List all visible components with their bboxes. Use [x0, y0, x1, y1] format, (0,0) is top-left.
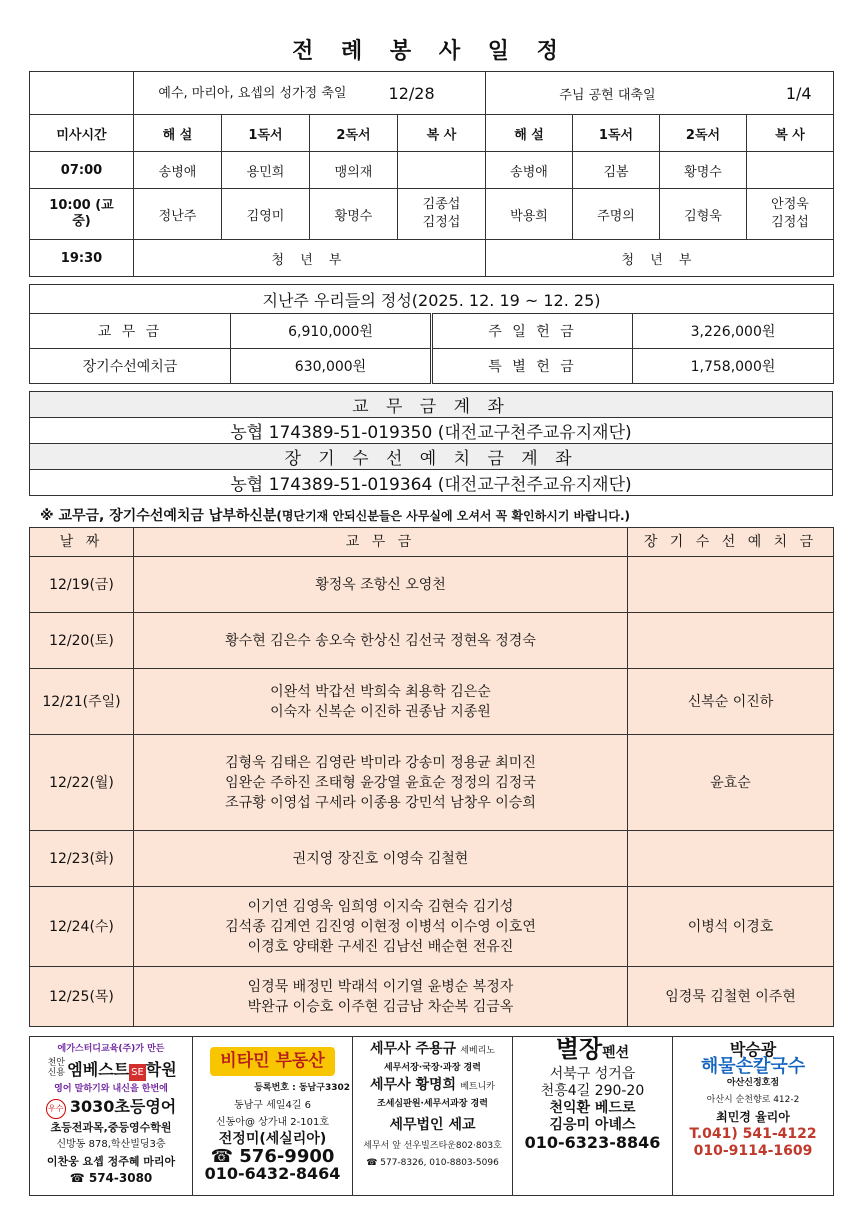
payment-date: 12/23(화)	[30, 831, 134, 887]
payment-names	[134, 831, 628, 887]
name-line: 김형욱 김태은 김영란 박미라 강송미 정용균 최미진	[225, 754, 536, 771]
ad4-address1: 서북구 성거읍	[549, 1066, 636, 1082]
ad3-firm: 세무법인 세교	[389, 1117, 476, 1133]
payment-repair	[628, 557, 834, 613]
offering-title: 지난주 우리들의 정성(2025. 12. 19 ~ 12. 25)	[30, 285, 834, 314]
schedule-cell: 김봄	[573, 152, 660, 189]
ad4-phone: 010-6323-8846	[524, 1133, 661, 1152]
offering-value: 630,000원	[231, 349, 432, 384]
account-number: 농협 174389-51-019350 (대전교구천주교유지재단)	[30, 418, 833, 444]
account-table	[29, 391, 833, 496]
schedule-cell: 안정욱 김정섭	[747, 189, 834, 240]
ad4-owner1: 천익환 베드로	[549, 1100, 636, 1116]
ad-realestate	[193, 1037, 353, 1196]
header-cell: 해 설	[486, 115, 573, 152]
payment-date: 12/21(주일)	[30, 669, 134, 735]
ad2-phone2: 010-6432-8464	[204, 1164, 341, 1183]
account-title: 장 기 수 선 예 치 금 계 좌	[30, 444, 833, 470]
feast1-name: 예수, 마리아, 요셉의 성가정 축일	[158, 85, 347, 101]
payment-date: 12/19(금)	[30, 557, 134, 613]
name-line: 임경묵 배정민 박래석 이기열 윤병순 복정자	[247, 978, 514, 995]
schedule-cell: 주명의	[573, 189, 660, 240]
liturgy-schedule-table	[29, 71, 834, 277]
ad3-name1: 세무사 주용규	[370, 1041, 457, 1057]
header-cell: 1독서	[573, 115, 660, 152]
ad2-reg: 등록번호 : 동남구3302	[254, 1083, 350, 1093]
offering-label: 장기수선예치금	[30, 349, 231, 384]
schedule-cell: 송병애	[134, 152, 222, 189]
ad1-sub: 영어 말하기와 내신을 한번에	[54, 1084, 168, 1094]
ad5-phone1: T.041) 541-4122	[689, 1126, 817, 1142]
ad1-name2: 3030초등영어	[69, 1097, 177, 1116]
ad1-pre: 천안 신용	[47, 1058, 65, 1078]
ad1-address: 신방동 878,학산빌딩3층	[56, 1138, 166, 1150]
evening-cell: 청 년 부	[134, 240, 486, 277]
payment-names	[134, 967, 628, 1027]
schedule-cell: 송병애	[486, 152, 573, 189]
ad1-subjects: 초등전과목,중등영수학원	[50, 1120, 172, 1134]
ad5-name: 해물손칼국수	[700, 1056, 806, 1077]
ad3-name2: 세무사 황명희	[370, 1077, 457, 1093]
schedule-cell: 황명수	[310, 189, 398, 240]
name-line: 황수현 김은수 송오숙 한상신 김선국 정현옥 정경숙	[225, 632, 536, 649]
schedule-cell: 황명수	[660, 152, 747, 189]
offering-label: 교 무 금	[30, 314, 231, 349]
offering-label: 특 별 헌 금	[432, 349, 633, 384]
ad3-saint1: 세베리노	[460, 1046, 495, 1056]
ad2-owner: 전정미(세실리아)	[218, 1131, 327, 1147]
ad1-phone: ☎ 574-3080	[69, 1170, 153, 1185]
schedule-cell: 용민희	[222, 152, 310, 189]
feast2-name: 주님 공현 대축일	[559, 87, 656, 103]
payment-table	[29, 527, 834, 1027]
ad1-tagline: 에가스터디교육(주)가 만든	[57, 1044, 165, 1054]
payment-header: 교 무 금	[134, 528, 628, 557]
offering-value: 3,226,000원	[633, 314, 834, 349]
header-cell: 복 사	[747, 115, 834, 152]
ad1-owners: 이찬웅 요셉 정주혜 마리아	[46, 1154, 176, 1168]
header-cell: 2독서	[660, 115, 747, 152]
ad4-address2: 천흥4길 290-20	[540, 1083, 645, 1099]
name-line: 박완규 이승호 이주현 김금남 차순복 김금옥	[247, 998, 514, 1015]
ad2-address2: 신동아@ 상가내 2-101호	[215, 1117, 330, 1128]
schedule-cell: 김종섭 김정섭	[398, 189, 486, 240]
ad-tax	[353, 1037, 513, 1196]
payment-names	[134, 613, 628, 669]
ad2-name: 비타민 부동산	[210, 1047, 334, 1076]
payment-date: 12/24(수)	[30, 887, 134, 967]
ad-pension	[513, 1037, 673, 1196]
payment-repair	[628, 831, 834, 887]
name-line: 이기연 김영욱 임희영 이지숙 김현숙 김기성	[247, 898, 514, 915]
header-cell: 미사시간	[30, 115, 134, 152]
payment-names	[134, 735, 628, 831]
ad4-suffix: 펜션	[602, 1045, 630, 1061]
ad5-phone2: 010-9114-1609	[693, 1143, 813, 1159]
account-title: 교 무 금 계 좌	[30, 392, 833, 418]
schedule-cell: 김형욱	[660, 189, 747, 240]
payment-date: 12/20(토)	[30, 613, 134, 669]
schedule-cell: 정난주	[134, 189, 222, 240]
payment-header: 날 짜	[30, 528, 134, 557]
payment-date: 12/25(목)	[30, 967, 134, 1027]
ad4-owner2: 김응미 아녜스	[549, 1117, 636, 1133]
schedule-cell	[398, 152, 486, 189]
name-line: 이경호 양태환 구세진 김남선 배순현 전유진	[247, 938, 514, 955]
ad5-branch: 아산신정호점	[726, 1078, 780, 1088]
blank-cell	[30, 72, 134, 115]
schedule-cell: 김영미	[222, 189, 310, 240]
name-line: 임완순 주하진 조태형 윤강열 윤효순 정정의 김정국	[225, 774, 536, 791]
ad1-se: SE	[129, 1064, 146, 1081]
name-line: 조규황 이영섭 구세라 이종용 강민석 남창우 이승희	[225, 794, 536, 811]
header-cell: 해 설	[134, 115, 222, 152]
header-cell: 2독서	[310, 115, 398, 152]
notice-main: ※ 교무금, 장기수선예치금 납부하신분	[40, 508, 277, 524]
name-line: 이완석 박갑선 박희숙 최용학 김은순	[270, 683, 491, 700]
notice-sub: (명단기재 안되신분들은 사무실에 오셔서 꼭 확인하시기 바랍니다.)	[276, 509, 631, 523]
payment-notice	[40, 505, 630, 525]
payment-date: 12/22(월)	[30, 735, 134, 831]
feast2-cell	[486, 72, 834, 115]
offering-value: 1,758,000원	[633, 349, 834, 384]
ad3-saint2: 베트니카	[460, 1082, 495, 1092]
payment-repair: 윤효순	[628, 735, 834, 831]
payment-names	[134, 669, 628, 735]
header-cell: 복 사	[398, 115, 486, 152]
ad3-career1: 세무서장·국장·과장 경력	[384, 1063, 481, 1073]
ad1-suffix: 학원	[145, 1060, 177, 1079]
payment-repair: 임경묵 김철현 이주현	[628, 967, 834, 1027]
schedule-cell: 맹의재	[310, 152, 398, 189]
offering-label: 주 일 헌 금	[432, 314, 633, 349]
ad5-address: 아산시 순천향로 412-2	[706, 1095, 800, 1105]
name-line: 이숙자 신복순 이진하 권종남 지종원	[270, 703, 491, 720]
mass-time: 07:00	[30, 152, 134, 189]
offering-table	[29, 284, 834, 384]
ad2-address1: 동남구 세일4길 6	[233, 1100, 312, 1111]
ad4-name: 별장	[555, 1035, 603, 1063]
ad5-owner: 최민경 율리아	[716, 1110, 790, 1124]
feast1-date: 12/28	[388, 83, 435, 103]
payment-names	[134, 887, 628, 967]
ad3-address: 세무서 앞 선우빌즈타운802·803호	[363, 1141, 502, 1151]
ad-restaurant	[673, 1037, 834, 1196]
feast2-date: 1/4	[785, 83, 812, 103]
name-line: 권지영 장진호 이영숙 김철현	[292, 850, 469, 867]
schedule-cell: 박용희	[486, 189, 573, 240]
feast1-cell	[134, 72, 486, 115]
ad3-phone: ☎ 577-8326, 010-8803-5096	[366, 1158, 499, 1168]
ads-table	[29, 1036, 834, 1196]
account-number: 농협 174389-51-019364 (대전교구천주교유지재단)	[30, 470, 833, 496]
header-cell: 1독서	[222, 115, 310, 152]
schedule-cell	[747, 152, 834, 189]
ad3-career2: 조세심판원·세무서과장 경력	[377, 1099, 488, 1109]
name-line: 황정옥 조항신 오영천	[315, 576, 446, 593]
mass-time: 19:30	[30, 240, 134, 277]
evening-cell: 청 년 부	[486, 240, 834, 277]
payment-names	[134, 557, 628, 613]
payment-repair: 이병석 이경호	[628, 887, 834, 967]
ad2-phone1: ☎ 576-9900	[210, 1146, 335, 1167]
mass-time: 10:00 (교중)	[30, 189, 134, 240]
page-title: 전 례 봉 사 일 정	[292, 39, 568, 64]
payment-repair	[628, 613, 834, 669]
offering-value: 6,910,000원	[231, 314, 432, 349]
payment-header: 장 기 수 선 예 치 금	[628, 528, 834, 557]
payment-repair: 신복순 이진하	[628, 669, 834, 735]
ad5-owner-top: 박승광	[729, 1040, 777, 1059]
ad-academy	[30, 1037, 193, 1196]
name-line: 김석종 김계연 김진영 이현정 이병석 이수영 이호연	[225, 918, 536, 935]
ad1-name: 엠베스트	[67, 1060, 130, 1079]
ad1-badge: 우수	[46, 1099, 66, 1119]
